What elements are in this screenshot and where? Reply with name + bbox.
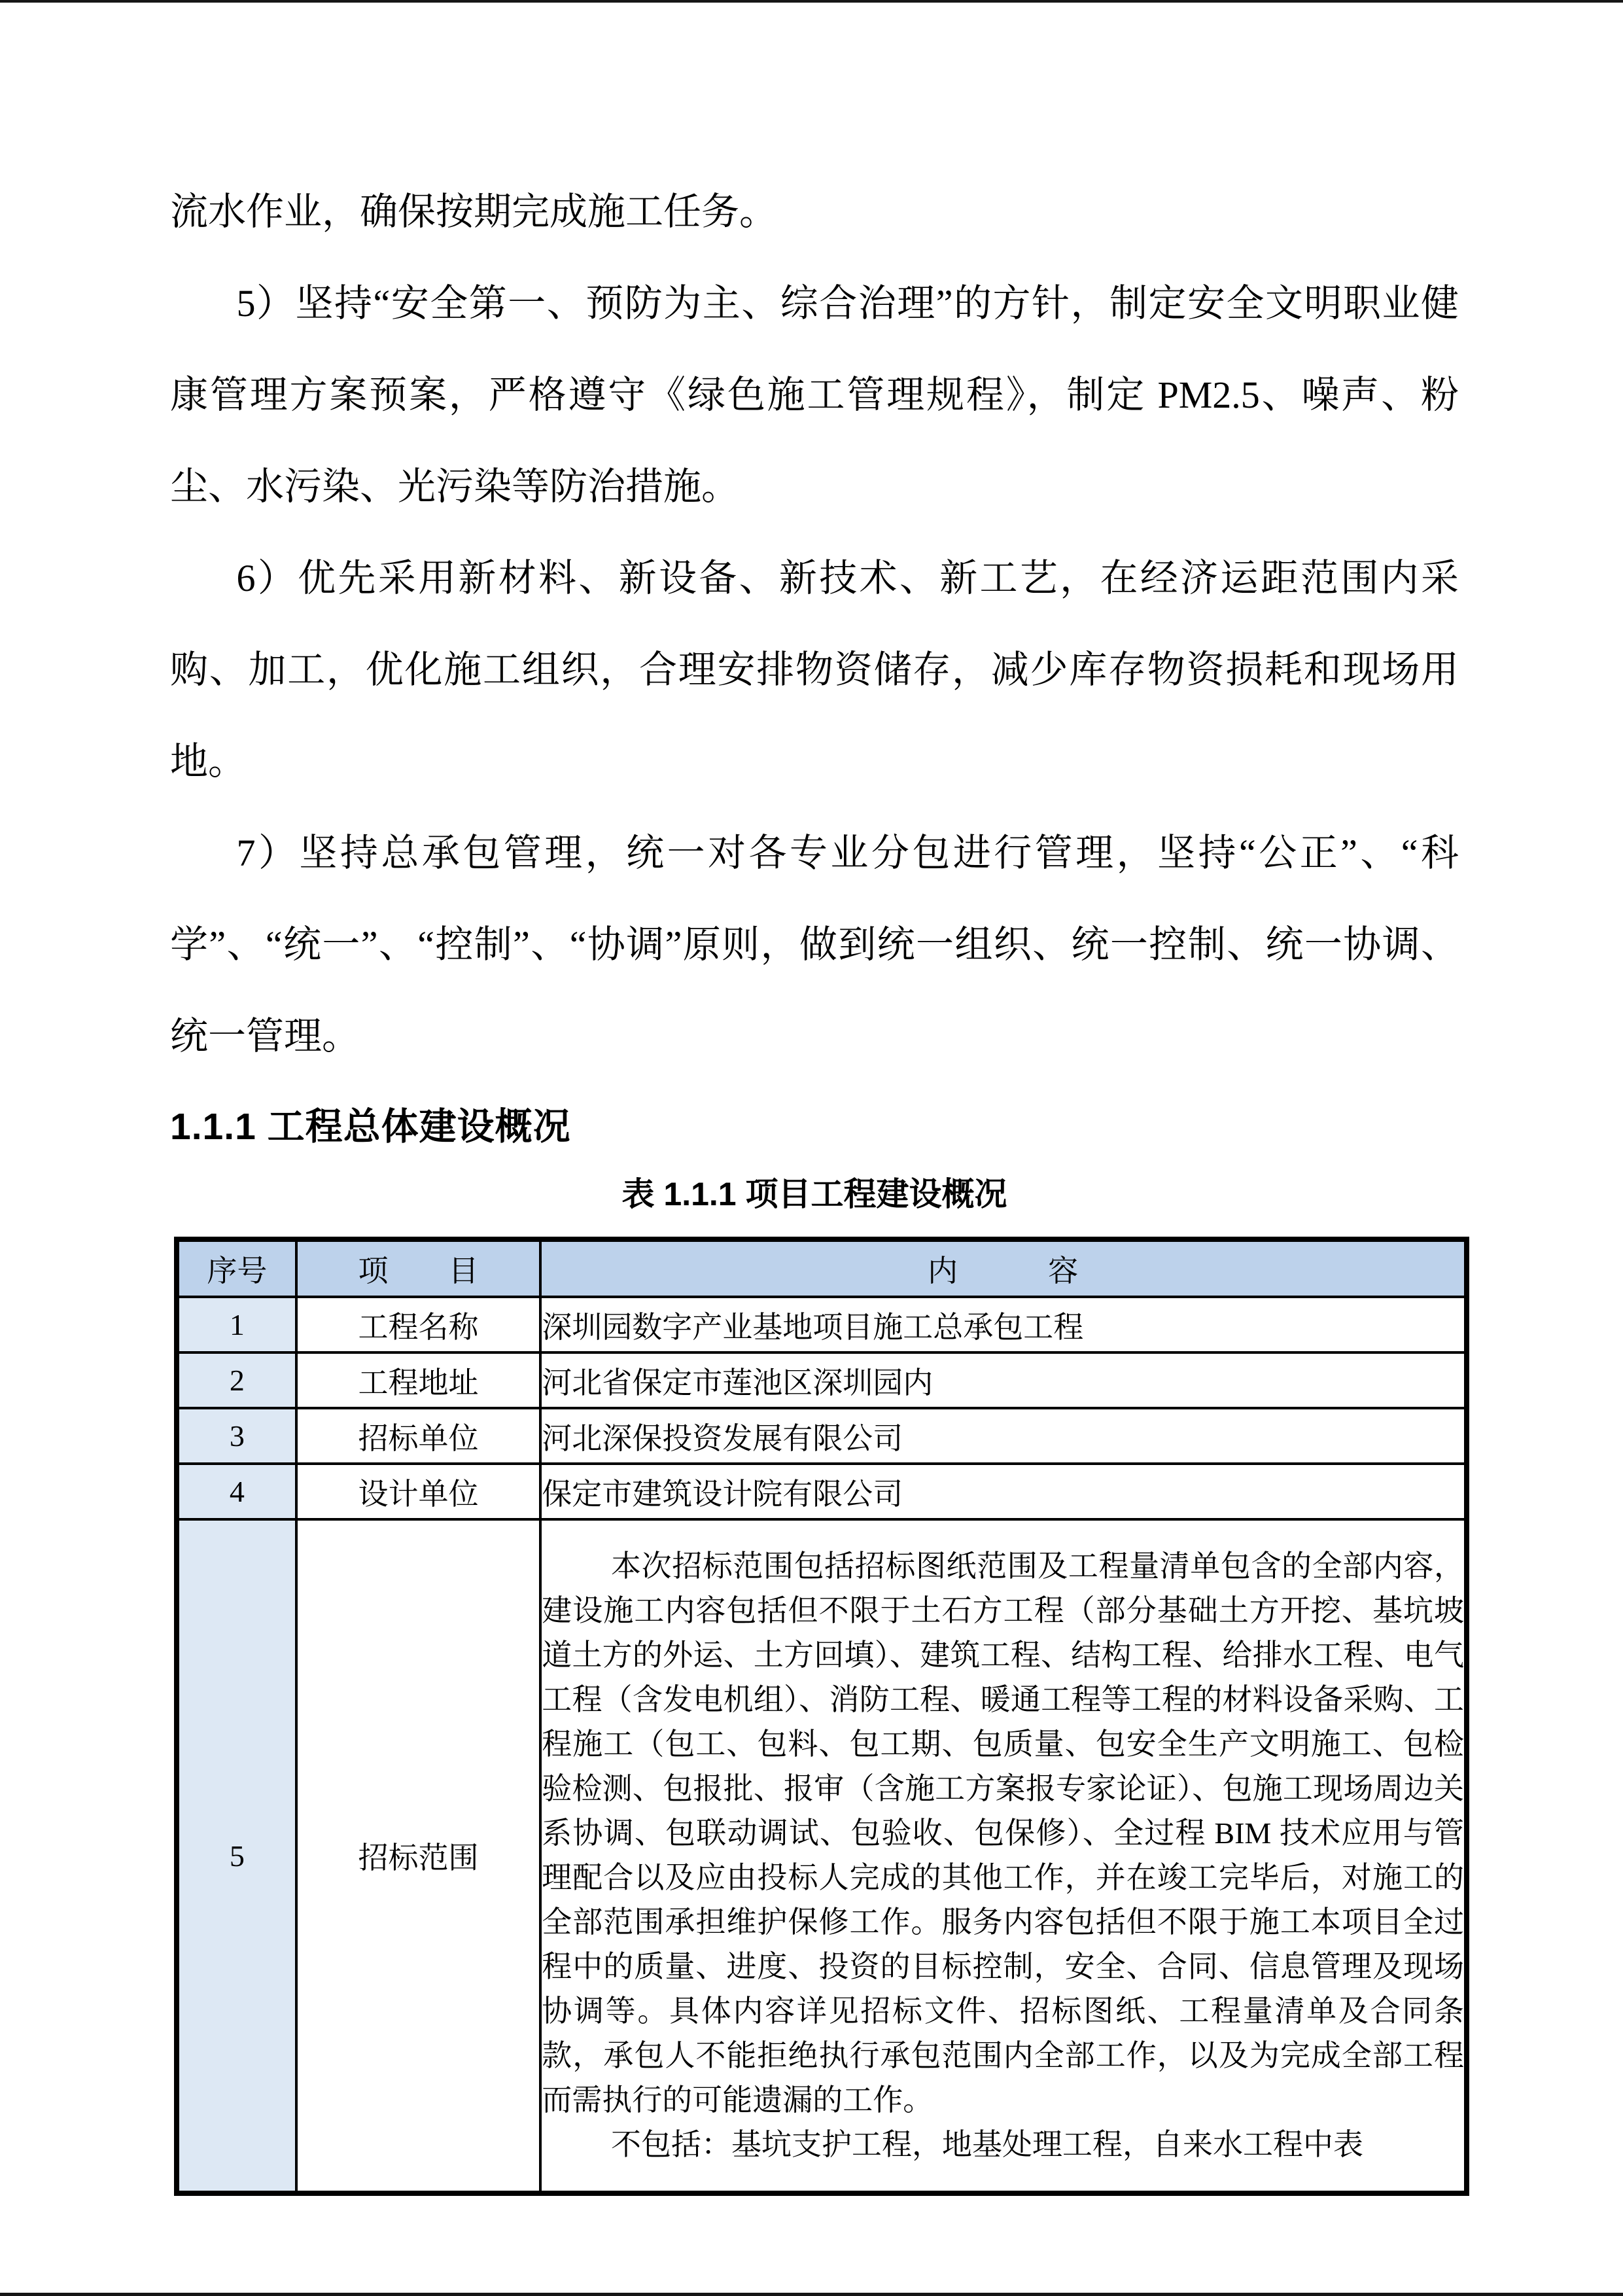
row-item: 招标范围	[296, 1519, 541, 2193]
table-row	[177, 1297, 1467, 1352]
header-cell-content: 内 容	[540, 1239, 1467, 1297]
row-no: 3	[177, 1408, 296, 1464]
paragraph-item-6: 6）优先采用新材料、新设备、新技术、新工艺，在经济运距范围内采购、加工，优化施工组织，合理安排物资储存，减少库存物资损耗和现场用地。	[170, 557, 1459, 783]
row-content: 河北深保投资发展有限公司	[540, 1408, 1467, 1464]
table-row-bid-scope	[177, 1519, 1467, 2193]
table-row	[177, 1464, 1467, 1519]
row-content: 河北省保定市莲池区深圳园内	[540, 1352, 1467, 1408]
header-cell-item: 项 目	[296, 1239, 541, 1297]
page-bottom-edge	[0, 2293, 1623, 2296]
table-header-row	[177, 1239, 1467, 1297]
header-cell-no: 序号	[177, 1239, 296, 1297]
row-content: 深圳园数字产业基地项目施工总承包工程	[540, 1297, 1467, 1352]
bid-scope-paragraph-2: 不包括：基坑支护工程，地基处理工程，自来水工程中表	[611, 2128, 1364, 2161]
row-no: 5	[177, 1519, 296, 2193]
row-item: 工程名称	[296, 1297, 541, 1352]
row-item: 设计单位	[296, 1464, 541, 1519]
body-text-block	[170, 0, 1459, 1082]
page-content	[170, 0, 1464, 2196]
row-no: 1	[177, 1297, 296, 1352]
row-item: 招标单位	[296, 1408, 541, 1464]
row-no: 2	[177, 1352, 296, 1408]
project-overview-table	[174, 1237, 1469, 2196]
row-content-bid-scope	[540, 1519, 1467, 2193]
paragraph-item-7: 7）坚持总承包管理，统一对各专业分包进行管理，坚持“公正”、“科学”、“统一”、“控制”、“协调”原则，做到统一组织、统一控制、统一协调、统一管理。	[170, 832, 1459, 1057]
paragraph-item-5: 5）坚持“安全第一、预防为主、综合治理”的方针，制定安全文明职业健康管理方案预案，严格遵守《绿色施工管理规程》，制定 PM2.5、噪声、粉尘、水污染、光污染等防治措施。	[170, 282, 1459, 508]
table-caption: 表 1.1.1 项目工程建设概况	[621, 1176, 1007, 1212]
section-heading: 1.1.1 工程总体建设概况	[170, 1106, 571, 1148]
table-row	[177, 1352, 1467, 1408]
table-row	[177, 1408, 1467, 1464]
bid-scope-paragraph-1: 本次招标范围包括招标图纸范围及工程量清单包含的全部内容，建设施工内容包括但不限于土石方工程（部分基础土方开挖、基坑坡道土方的外运、土方回填）、建筑工程、结构工程、给排水工程、电气工程（含发电机组）、消防工程、暖通工程等工程的材料设备采购、工程施工（包工、包料、包工期、包质量、包安全生产文明施工、包检验检测、包报批、报审（含施工方案报专家论证）、包施工现场周边关系协调、包联动调试、包验收、包保修）、全过程 BIM 技术应用与管理配合以及应由投标人完成的其他工作，并在竣工完毕后，对施工的全部范围承担维护保修工作。服务内容包括但不限于施工本项目全过程中的质量、进度、投资的目标控制，安全、合同、信息管理及现场协调等。具体内容详见招标文件、招标图纸、工程量清单及合同条款，承包人不能拒绝执行承包范围内全部工作，以及为完成全部工程而需执行的可能遗漏的工作。	[542, 1549, 1464, 2117]
row-no: 4	[177, 1464, 296, 1519]
paragraph-continuation: 流水作业，确保按期完成施工任务。	[170, 190, 778, 233]
row-item: 工程地址	[296, 1352, 541, 1408]
row-content: 保定市建筑设计院有限公司	[540, 1464, 1467, 1519]
